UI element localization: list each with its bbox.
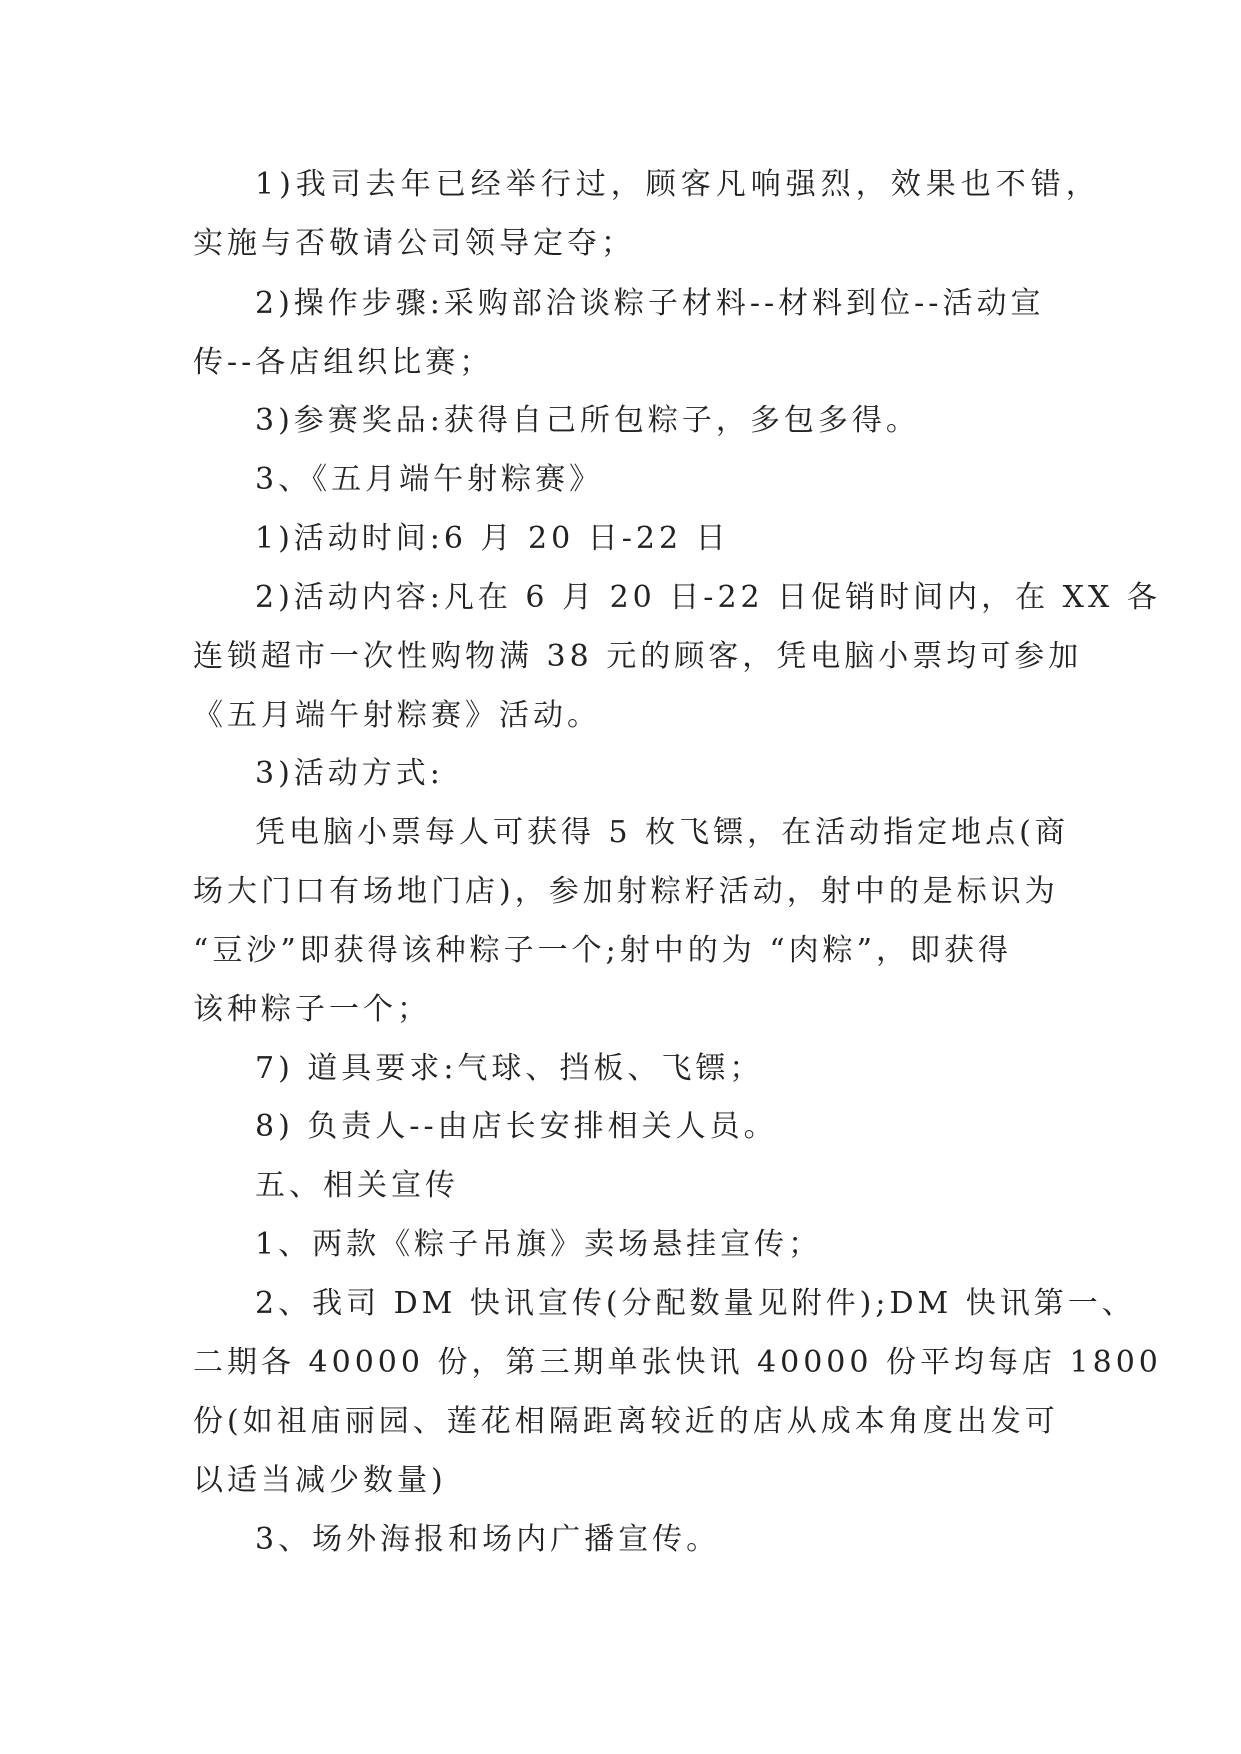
paragraph-line: 连锁超市一次性购物满 38 元的顾客，凭电脑小票均可参加 xyxy=(193,639,1083,674)
paragraph-line: 2、我司 DM 快讯宣传(分配数量见附件);DM 快讯第一、 xyxy=(255,1286,1136,1321)
paragraph-line: 《五月端午射粽赛》活动。 xyxy=(193,698,601,733)
paragraph-line: 2)操作步骤:采购部洽谈粽子材料--材料到位--活动宣 xyxy=(255,286,1045,321)
section-heading: 五、相关宣传 xyxy=(255,1168,459,1203)
paragraph-line: 7) 道具要求:气球、挡板、飞镖； xyxy=(255,1051,764,1086)
section-heading: 3、《五月端午射粽赛》 xyxy=(255,462,604,497)
paragraph-line: 凭电脑小票每人可获得 5 枚飞镖，在活动指定地点(商 xyxy=(255,815,1069,850)
paragraph-line: 以适当减少数量) xyxy=(193,1463,447,1498)
paragraph-line: 传--各店组织比赛； xyxy=(193,345,494,380)
paragraph-line: 2)活动内容:凡在 6 月 20 日-22 日促销时间内，在 XX 各 xyxy=(255,580,1161,615)
paragraph-line: 份(如祖庙丽园、莲花相隔距离较近的店从成本角度出发可 xyxy=(193,1404,1059,1439)
paragraph-line: “豆沙”即获得该种粽子一个;射中的为 “肉粽”，即获得 xyxy=(193,933,1012,968)
paragraph-line: 实施与否敬请公司领导定夺； xyxy=(193,226,635,261)
paragraph-line: 该种粽子一个； xyxy=(193,992,431,1027)
paragraph-line: 3、场外海报和场内广播宣传。 xyxy=(255,1522,721,1557)
paragraph-line: 3)参赛奖品:获得自己所包粽子，多包多得。 xyxy=(255,403,920,438)
paragraph-line: 场大门口有场地门店)，参加射粽籽活动，射中的是标识为 xyxy=(193,874,1059,909)
paragraph-line: 二期各 40000 份，第三期单张快讯 40000 份平均每店 1800 xyxy=(193,1345,1162,1380)
paragraph-line: 1)我司去年已经举行过，顾客凡响强烈，效果也不错， xyxy=(255,167,1101,202)
paragraph-line: 3)活动方式: xyxy=(255,756,444,791)
paragraph-line: 1、两款《粽子吊旗》卖场悬挂宣传； xyxy=(255,1227,823,1262)
paragraph-line: 1)活动时间:6 月 20 日-22 日 xyxy=(255,521,730,556)
paragraph-line: 8) 负责人--由店长安排相关人员。 xyxy=(255,1109,778,1144)
